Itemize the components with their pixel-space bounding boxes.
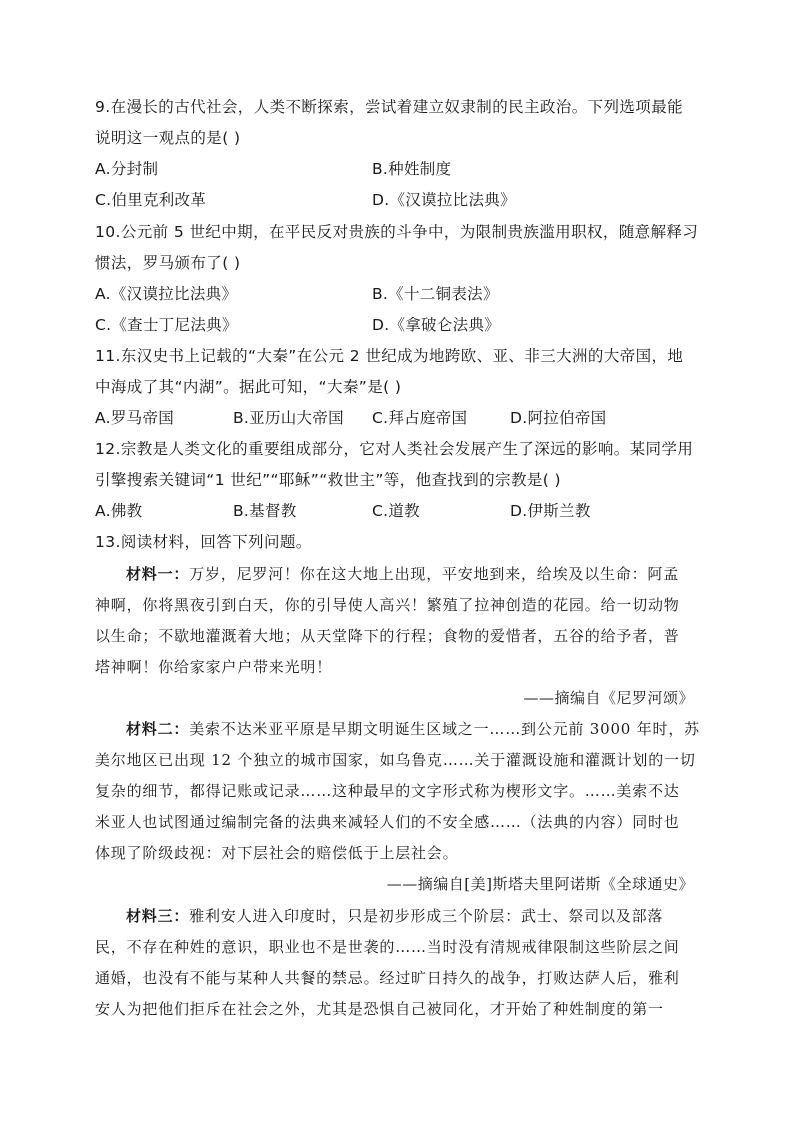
material-1-line-3: 以生命；不歇地灌溉着大地；从天堂降下的行程；食物的爱惜者，五谷的给予者，普 [95,627,680,645]
q12-option-d: D.伊斯兰教 [510,502,591,520]
material-2-line-1 [95,718,700,740]
q11-option-d: D.阿拉伯帝国 [510,409,607,427]
q9-option-a: A.分封制 [95,160,159,178]
material-3-line-1 [95,905,700,927]
q9-stem-line-1: 9.在漫长的古代社会，人类不断探索，尝试着建立奴隶制的民主政治。下列选项最能 [95,98,683,116]
q11-stem-line-1: 11.东汉史书上记载的“大秦”在公元 2 世纪成为地跨欧、亚、非三大洲的大帝国，地 [95,347,684,365]
q12-stem-line-2: 引擎搜索关键词“1 世纪”“耶稣”“救世主”等，他查找到的宗教是( ) [95,471,561,489]
q11-option-a: A.罗马帝国 [95,409,175,427]
material-1-line-4: 塔神啊！你给家家户户带来光明！ [95,658,333,676]
material-1-label: 材料一： [126,565,190,583]
q13-stem: 13.阅读材料，回答下列问题。 [95,533,312,551]
q12-option-a: A.佛教 [95,502,143,520]
material-1-source: ——摘编自《尼罗河颂》 [523,689,694,707]
q10-stem-line-2: 惯法，罗马颁布了( ) [95,254,241,272]
material-3-label: 材料三： [126,907,190,925]
q9-stem-line-2: 说明这一观点的是( ) [95,129,241,147]
q12-option-c: C.道教 [372,502,420,520]
q12-option-b: B.基督教 [233,502,297,520]
material-3-line-3: 通婚，也没有不能与某种人共餐的禁忌。经过旷日持久的战争，打败达萨人后，雅利 [95,969,680,987]
q9-option-c: C.伯里克利改革 [95,191,207,209]
material-1-text-1: 万岁，尼罗河！你在这大地上出现，平安地到来，给埃及以生命：阿孟 [189,565,680,583]
q10-option-d: D.《拿破仑法典》 [372,316,501,334]
material-2-line-4: 米亚人也试图通过编制完备的法典来减轻人们的不安全感……（法典的内容）同时也 [95,813,680,831]
q9-option-b: B.种姓制度 [372,160,452,178]
material-1-line-1 [95,563,700,585]
material-1-line-2: 神啊，你将黑夜引到白天，你的引导使人高兴！繁殖了拉神创造的花园。给一切动物 [95,596,680,614]
material-2-line-2: 美尔地区已出现 12 个独立的城市国家，如乌鲁克……关于灌溉设施和灌溉计划的一切 [95,751,696,769]
material-2-source: ——摘编自[美]斯塔夫里阿诺斯《全球通史》 [386,875,694,893]
q10-stem-line-1: 10.公元前 5 世纪中期，在平民反对贵族的斗争中，为限制贵族滥用职权，随意解释习 [95,223,699,241]
material-2-line-3: 复杂的细节，都得记账或记录……这种最早的文字形式称为楔形文字。……美索不达 [95,782,680,800]
q10-option-b: B.《十二铜表法》 [372,285,499,303]
q11-stem-line-2: 中海成了其“内湖”。据此可知，“大秦”是( ) [95,378,402,396]
q11-option-b: B.亚历山大帝国 [233,409,344,427]
material-2-text-1: 美索不达米亚平原是早期文明诞生区域之一……到公元前 3000 年时，苏 [189,720,700,738]
q10-option-c: C.《查士丁尼法典》 [95,316,238,334]
material-2-label: 材料二： [126,720,190,738]
material-3-line-4: 安人为把他们拒斥在社会之外，尤其是恐惧自己被同化，才开始了种姓制度的第一 [95,1000,664,1018]
material-3-line-2: 民，不存在种姓的意识，职业也不是世袭的……当时没有清规戒律限制这些阶层之间 [95,938,680,956]
material-2-line-5: 体现了阶级歧视：对下层社会的赔偿低于上层社会。 [95,844,459,862]
q12-stem-line-1: 12.宗教是人类文化的重要组成部分，它对人类社会发展产生了深远的影响。某同学用 [95,440,694,458]
q9-option-d: D.《汉谟拉比法典》 [372,191,516,209]
q10-option-a: A.《汉谟拉比法典》 [95,285,238,303]
material-3-text-1: 雅利安人进入印度时，只是初步形成三个阶层：武士、祭司以及部落 [189,907,664,925]
q11-option-c: C.拜占庭帝国 [372,409,468,427]
